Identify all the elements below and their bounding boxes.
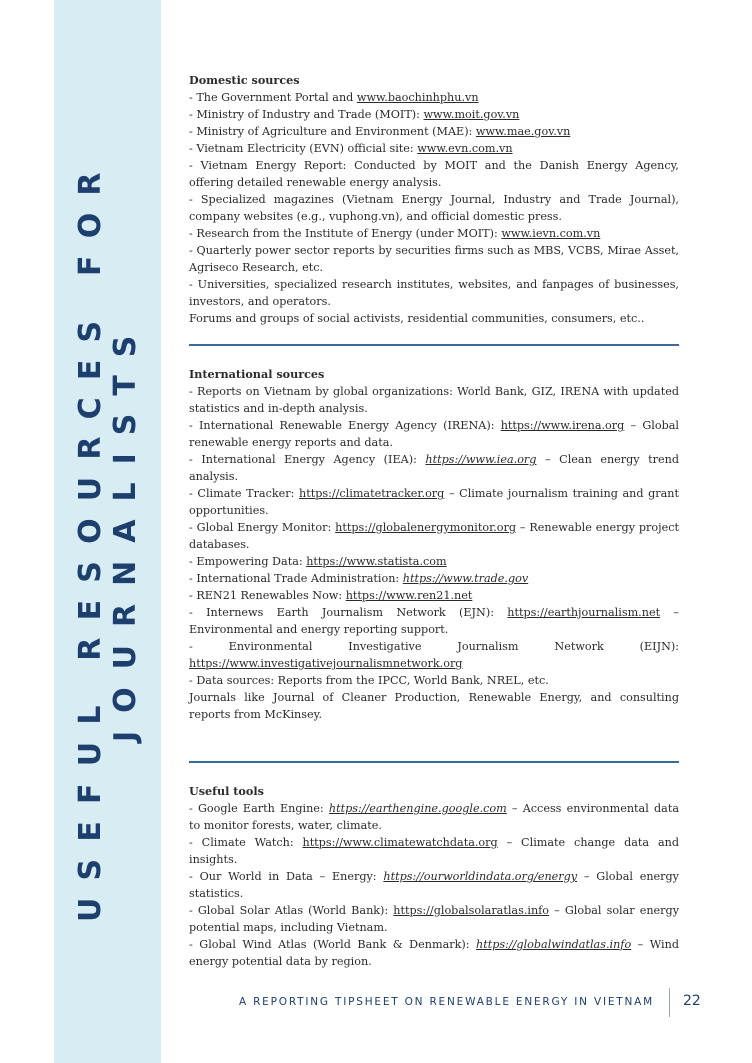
footer-separator [669,988,670,1017]
resource-item [189,604,679,638]
resource-item [189,140,679,157]
resource-link[interactable]: https://www.climatewatchdata.org [302,836,498,849]
resource-text: - Empowering Data: [189,555,307,568]
resource-item [189,451,679,485]
sidebar-title-line2: JOURNALISTS [108,317,143,742]
resource-item [189,834,679,868]
resource-description: – Global renewable energy reports and data. [189,419,680,449]
resource-item [189,383,679,417]
resource-item [189,638,679,672]
resource-text: - Ministry of Agriculture and Environment (MAE): [189,125,476,138]
resource-item [189,106,679,123]
domestic-sources-section [189,72,679,327]
resource-text: - Google Earth Engine: [189,802,329,815]
sidebar-title-line1: USEFUL RESOURCES FOR [73,155,108,922]
resource-description: – Global energy statistics. [189,870,680,900]
useful-tools-section [189,783,679,970]
resource-item [189,417,679,451]
resource-item [189,485,679,519]
resource-item [189,553,679,570]
resource-link[interactable]: https://globalsolaratlas.info [393,904,550,917]
resource-text: - The Government Portal and [189,91,357,104]
resource-link[interactable]: https://www.statista.com [306,555,447,568]
resource-text: Journals like Journal of Cleaner Production, Renewable Energy, and consulting reports from McKinsey. [189,691,679,721]
resource-text: - Environmental Investigative Journalism Network (EIJN): [189,640,679,653]
resource-link[interactable]: https://www.trade.gov [402,572,529,585]
resource-item [189,225,679,242]
resource-item [189,936,679,970]
resource-item [189,570,679,587]
resource-text: - International Trade Administration: [189,572,403,585]
section-divider-2 [189,761,679,763]
resource-description: – Environmental and energy reporting support. [189,606,679,636]
international-sources-section [189,366,679,723]
resource-item [189,689,679,723]
resource-text: - Specialized magazines (Vietnam Energy Journal, Industry and Trade Journal), company websites (e.g., vuphong.vn), and official domestic press. [189,193,679,223]
resource-item [189,89,679,106]
resource-description: – Climate change data and insights. [189,836,679,866]
international-sources-list [189,383,679,723]
resource-text: - Our World in Data – Energy: [189,870,384,883]
domestic-sources-list [189,89,679,327]
resource-description: – Global solar energy potential maps, including Vietnam. [189,904,680,934]
resource-link[interactable]: www.evn.com.vn [417,142,513,155]
resource-link[interactable]: https://ourworldindata.org/energy [383,870,578,883]
resource-description: – Wind energy potential data by region. [189,938,679,968]
resource-text: - Ministry of Industry and Trade (MOIT): [189,108,424,121]
useful-tools-list [189,800,679,970]
left-margin-band [0,0,54,1063]
resource-text: - Universities, specialized research institutes, websites, and fanpages of businesses, investors, and operators. [189,278,679,308]
resource-item [189,191,679,225]
resource-item [189,157,679,191]
resource-link[interactable]: https://www.ren21.net [345,589,473,602]
resource-description: – Renewable energy project databases. [189,521,679,551]
resource-link[interactable]: www.ievn.com.vn [501,227,601,240]
resource-text: - Research from the Institute of Energy (under MOIT): [189,227,502,240]
resource-text: - Reports on Vietnam by global organizations: World Bank, GIZ, IRENA with updated statistics and in-depth analysis. [189,385,679,415]
resource-item [189,672,679,689]
content-column [189,72,679,970]
domestic-sources-title: Domestic sources [189,73,300,87]
resource-link[interactable]: https://globalwindatlas.info [476,938,632,951]
resource-text: - REN21 Renewables Now: [189,589,346,602]
resource-link[interactable]: https://www.irena.org [500,419,625,432]
resource-item [189,242,679,276]
resource-link[interactable]: https://globalenergymonitor.org [335,521,516,534]
resource-item [189,902,679,936]
resource-text: - Internews Earth Journalism Network (EJN): [189,606,508,619]
resource-text: - Quarterly power sector reports by securities firms such as MBS, VCBS, Mirae Asset, Agriseco Research, etc. [189,244,679,274]
resource-link[interactable]: www.mae.gov.vn [475,125,571,138]
resource-link[interactable]: https://earthengine.google.com [328,802,507,815]
resource-description: – Clean energy trend analysis. [189,453,679,483]
resource-text: - International Renewable Energy Agency (IRENA): [189,419,501,432]
resource-item [189,868,679,902]
footer-tipsheet-title: A REPORTING TIPSHEET ON RENEWABLE ENERGY IN VIETNAM [238,996,654,1008]
resource-link[interactable]: www.moit.gov.vn [423,108,520,121]
resource-text: - International Energy Agency (IEA): [189,453,426,466]
international-sources-title: International sources [189,367,325,381]
resource-item [189,519,679,553]
resource-text: - Global Wind Atlas (World Bank & Denmark): [189,938,476,951]
resource-link[interactable]: https://www.iea.org [425,453,537,466]
resource-text: - Global Energy Monitor: [189,521,336,534]
resource-link[interactable]: https://climatetracker.org [299,487,445,500]
resource-text: - Data sources: Reports from the IPCC, World Bank, NREL, etc. [189,674,549,687]
resource-link[interactable]: https://earthjournalism.net [507,606,661,619]
resource-item [189,310,679,327]
resource-link[interactable]: www.baochinhphu.vn [356,91,479,104]
resource-text: - Climate Tracker: [189,487,299,500]
useful-tools-title: Useful tools [189,784,264,798]
resource-item [189,587,679,604]
resource-text: - Vietnam Energy Report: Conducted by MOIT and the Danish Energy Agency, offering detailed renewable energy analysis. [189,159,679,189]
resource-item [189,123,679,140]
resource-text: - Climate Watch: [189,836,303,849]
page-number: 22 [683,993,701,1009]
resource-text: Forums and groups of social activists, residential communities, consumers, etc.. [189,312,645,325]
resource-item [189,276,679,310]
resource-text: - Global Solar Atlas (World Bank): [189,904,394,917]
resource-text: - Vietnam Electricity (EVN) official site: [189,142,418,155]
resource-link[interactable]: https://www.investigativejournalismnetwork.org [189,657,463,670]
resource-description: – Access environmental data to monitor forests, water, climate. [189,802,679,832]
resource-item [189,800,679,834]
section-divider-1 [189,344,679,346]
resource-description: – Climate journalism training and grant opportunities. [189,487,680,517]
